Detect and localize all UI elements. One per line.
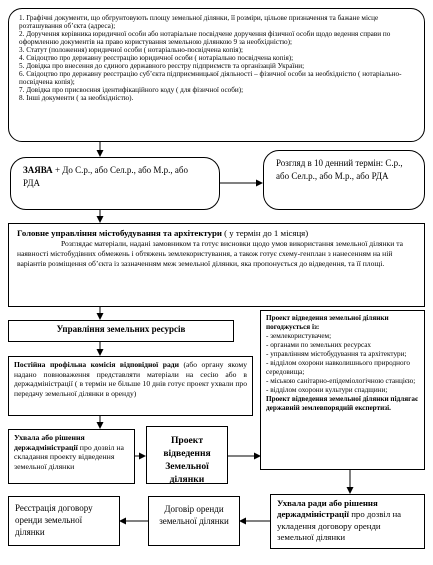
pohodzhennia-item: - органами по земельних ресурсах (266, 341, 372, 349)
rozhliad-box (263, 150, 425, 210)
holovne-upravlinnia-box (8, 223, 425, 307)
pohodzhennia-item: - міською санітарно-епідеміологічною станцією; (266, 377, 416, 385)
holovne-body: Розглядає матеріали, надані замовником та готує висновки щодо умов використання земельної ділянки та наявності містобудівних обмежень і обтяжень землекористування, а також готує схему-генплан з нанесенням на ній варіантів розміщення об’єкта із зазначенням меж земельної ділянки, яка пропонується до відведення, та її площі. (17, 239, 403, 269)
upravlinnia-box (8, 320, 234, 342)
document-item: 1. Графічні документи, що обгрунтовують площу земельної ділянки, її розміри, цільове призначення та бажане місце розташування об’єкта (адреса); (19, 14, 379, 30)
pohodzhennia-item: - землекористувачем; (266, 332, 332, 340)
ukhvala-dozvil-proekt-box (8, 429, 135, 484)
zayava-box (10, 157, 220, 210)
holovne-title: Головне управління містобудування та архітектури (17, 228, 222, 238)
ukhvala-1-text: про дозвіл на складання проекту відведення земельної ділянки (14, 442, 124, 472)
komisiia-box (8, 356, 253, 416)
reiestratsiia-box (8, 496, 120, 546)
document-item: 7. Довідка про присвоєння ідентифікаційного коду ( для фізичної особи); (19, 86, 244, 94)
document-item: 3. Статут (положення) юридичної особи ( нотаріально-посвідчена копія); (19, 46, 243, 54)
reiestratsiia-title: Реєстрація договору оренди земельної ділянки (15, 503, 93, 538)
zayava-title: ЗАЯВА (23, 165, 53, 175)
ukhvala-1-title: Ухвала або рішення держадміністрації (14, 433, 85, 452)
document-item: 8. Інші документи ( за необхідністю). (19, 94, 134, 102)
pohodzhennia-item: - управлінням містобудування та архітектури; (266, 350, 407, 358)
rozhliad-text: Розгляд в 10 денний термін: С.р., або Сел.р., або М.р., або РДА (276, 158, 403, 181)
komisiia-text: (або органу якому надано повноваження представляти матеріали на сесію або в держадміністрації ( в термін не більше 10 днів готує проект ухвали про передачу земельної ділянки в оренду) (14, 360, 247, 399)
komisiia-title: Постійна профільна комісія відповідної ради (14, 360, 179, 369)
holovne-title-line (17, 228, 416, 239)
document-item: 4. Свідоцтво про державну реєстрацію юридичної особи ( нотаріально посвідчена копія); (19, 54, 294, 62)
document-item: 5. Довідка про внесення до єдиного державного реєстру підприємств та організацій України; (19, 62, 305, 70)
document-item: 6. Свідоцтво про державну реєстрацію суб’єкта підприємницької діяльності – фізичної особи за необхідністю ( нотаріально-посвідчена копія); (19, 70, 402, 86)
ukhvala-dohovir-box (270, 494, 425, 549)
dohovir-box (148, 496, 240, 546)
document-item: 2. Доручення керівника юридичної особи або нотаріальне посвідчене доручення фізичної особи щодо ведення справи по оформленню документів на право користування земельною ділянкою 9 за необхідністю); (19, 30, 391, 46)
pohodzhennia-title: Проект відведення земельної ділянки погоджується із: (266, 314, 389, 331)
pohodzhennia-item: - відділом охорони навколишнього природного середовища; (266, 359, 410, 376)
ukhvala-2-text: про дозвіл на укладення договору оренди земельної ділянки (277, 509, 402, 543)
upravlinnia-title: Управління земельних ресурсів (56, 324, 186, 334)
proekt-box (146, 426, 228, 484)
proekt-title: Проект відведення Земельної ділянки (163, 435, 211, 485)
pohodzhennia-footer: Проект відведення земельної ділянки підлягає державній землевпорядній експертизі. (266, 395, 419, 412)
holovne-term: ( у термін до 1 місяця) (221, 228, 309, 238)
dohovir-title: Договір оренди земельної ділянки (159, 504, 229, 527)
pohodzhennia-box (260, 310, 425, 470)
pohodzhennia-item: - відділом охорони культури спадщини; (266, 386, 388, 394)
documents-list (19, 14, 414, 102)
ukhvala-2-title: Ухвала ради або рішення держадміністрації (277, 498, 378, 520)
zayava-text: + До С.р., або Сел.р., або М.р., або РДА (23, 165, 188, 188)
documents-list-box (8, 8, 425, 142)
